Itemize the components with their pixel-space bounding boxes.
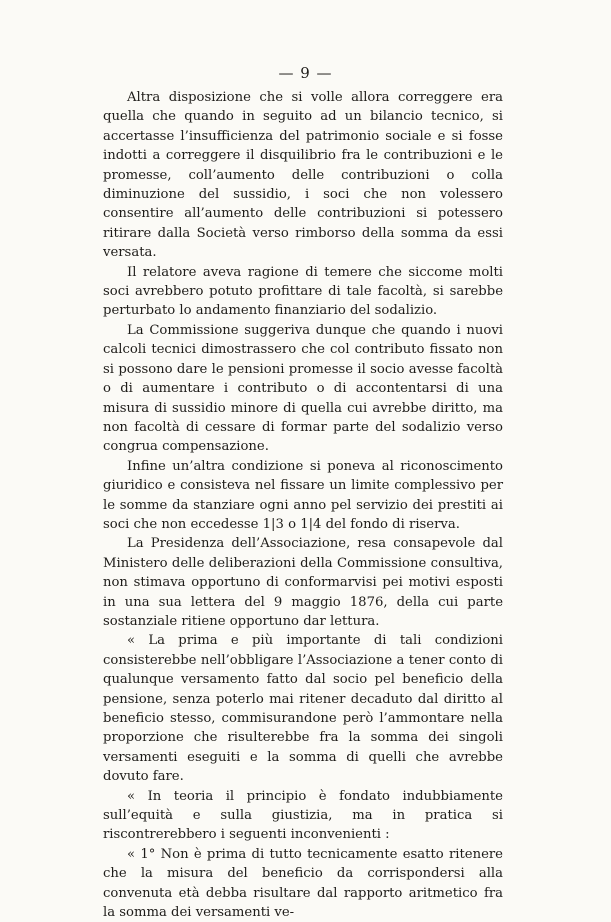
paragraph: Il relatore aveva ragione di temere che siccome molti soci avrebbero potuto profittare di tale facoltà, si sarebbe perturbato lo andamento finanziario del sodalizio. [103, 264, 503, 319]
paragraph: La Presidenza dell’Associazione, resa consapevole dal Ministero delle deliberazioni della Commissione consultiva, non stimava opportuno di conformarvisi pei motivi esposti in una sua lettera del 9 maggio 1876, della cui parte sostanziale ritiene opportuno dar lettura. [103, 536, 503, 629]
paragraph: Infine un’altra condizione si poneva al riconoscimento giuridico e consisteva nel fissare un limite complessivo per le somme da stanziare ogni anno pel servizio dei prestiti ai soci che non eccedesse 1|3 o 1|4 del fondo di riserva. [103, 458, 503, 532]
page-number: — 9 — [278, 64, 333, 82]
paragraph: Altra disposizione che si volle allora correggere era quella che quando in seguito ad un bilancio tecnico, si accertasse l’insufficienza del patrimonio sociale e si fosse indotti a correggere il disquilibrio fra le contribuzioni e le promesse, coll’aumento delle contribuzioni o colla diminuzione del sussidio, i soci che non volessero consentire all’aumento delle contribuzioni si potessero ritirare dalla Società verso rimborso della somma da essi versata. [103, 90, 503, 261]
body-text [103, 88, 503, 922]
paragraph: « La prima e più importante di tali condizioni consisterebbe nell’obbligare l’Associazione a tener conto di qualunque versamento fatto dal socio pel beneficio della pensione, senza poterlo mai ritener decaduto dal diritto al beneficio stesso, commisurandone però l’ammontare nella proporzione che risulterebbe fra la somma dei singoli versamenti eseguiti e la somma di quelli che avrebbe dovuto fare. [103, 633, 503, 785]
paragraph: La Commissione suggeriva dunque che quando i nuovi calcoli tecnici dimostrassero che col contributo fissato non si possono dare le pensioni promesse il socio avesse facoltà o di aumentare i contributo o di accontentarsi di una misura di sussidio minore di quella cui avrebbe diritto, ma non facoltà di cessare di formar parte del sodalizio verso congrua compensazione. [103, 322, 503, 455]
paragraph: « 1° Non è prima di tutto tecnicamente esatto ritenere che la misura del beneficio da corrispondersi alla convenuta età debba risultare dal rapporto aritmetico fra la somma dei versamenti ve- [103, 846, 503, 921]
paragraph: « In teoria il principio è fondato indubbiamente sull’equità e sulla giustizia, ma in pratica si riscontrerebbero i seguenti inconvenienti : [103, 788, 503, 843]
